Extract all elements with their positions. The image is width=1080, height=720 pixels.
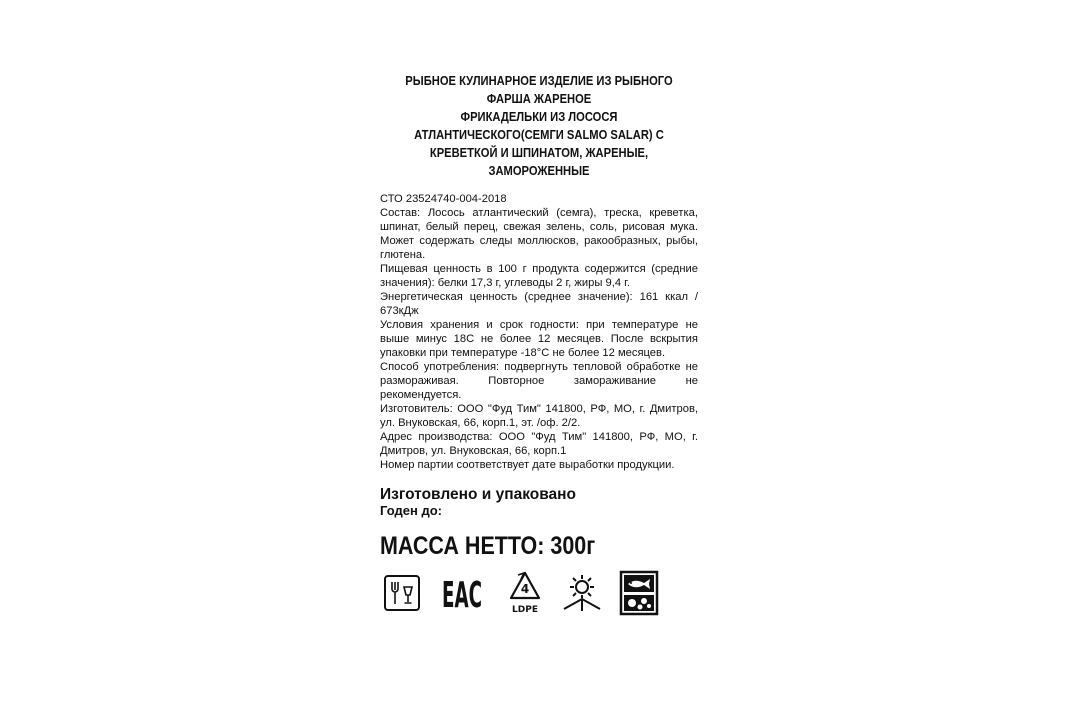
- standard-code: СТО 23524740-004-2018: [380, 193, 507, 205]
- product-label: [380, 72, 698, 561]
- title-line: РЫБНОЕ КУЛИНАРНОЕ ИЗДЕЛИЕ ИЗ РЫБНОГО: [405, 73, 673, 88]
- title-line: ФАРША ЖАРЕНОЕ: [486, 91, 592, 106]
- certification-icons: [383, 570, 659, 616]
- product-title: [385, 72, 693, 180]
- best-before: Годен до:: [380, 503, 442, 518]
- frozen-sun-icon: [562, 573, 602, 613]
- title-line: КРЕВЕТКОЙ И ШПИНАТОМ, ЖАРЕНЫЕ,: [429, 145, 649, 160]
- food-contact-icon: [383, 573, 421, 613]
- usage-instructions: Способ употребления: подвергнуть тепловой обработке не размораживая. Повторное замораживание не рекомендуется.: [380, 361, 698, 401]
- recycle-number: 4: [520, 582, 530, 596]
- net-mass: МАССА НЕТТО: 300г: [380, 532, 596, 560]
- storage-conditions: Условия хранения и срок годности: при температуре не выше минус 18С не более 12 месяцев. После вскрытия упаковки при температуре -18°С не более 12 месяцев.: [380, 319, 698, 359]
- production-address: Адрес производства: ООО "Фуд Тим" 141800, РФ, МО, г. Дмитров, ул. Внуковская, 66, корп.1: [380, 431, 698, 457]
- label-body: [380, 192, 698, 472]
- eac-icon: [442, 573, 486, 613]
- composition: Состав: Лосось атлантический (семга), треска, креветка, шпинат, белый перец, свежая зелень, соль, рисовая мука. Может содержать следы моллюсков, ракообразных, рыбы, глютена.: [380, 207, 698, 261]
- energy-value: Энергетическая ценность (среднее значение): 161 ккал / 673кДж: [380, 291, 698, 317]
- recycle-ldpe-icon: [507, 571, 543, 615]
- made-and-packed: Изготовлено и упаковано: [380, 486, 576, 503]
- manufacturer: Изготовитель: ООО "Фуд Тим" 141800, РФ, МО, г. Дмитров, ул. Внуковская, 66, корп.1, эт. /оф. 2/2.: [380, 403, 698, 429]
- batch-info: Номер партии соответствует дате выработки продукции.: [380, 459, 675, 471]
- recycle-material: LDPE: [512, 605, 538, 615]
- nutrition-facts: Пищевая ценность в 100 г продукта содержится (средние значения): белки 17,3 г, углеводы 2 г, жиры 9,4 г.: [380, 263, 698, 289]
- title-line: АТЛАНТИЧЕСКОГО(СЕМГИ SALMO SALAR) С: [414, 127, 664, 142]
- title-line: ФРИКАДЕЛЬКИ ИЗ ЛОСОСЯ: [460, 109, 618, 124]
- fish-box-icon: [619, 570, 659, 616]
- title-line: ЗАМОРОЖЕННЫЕ: [488, 163, 590, 178]
- eac-mark-text: ЕАС: [442, 575, 482, 613]
